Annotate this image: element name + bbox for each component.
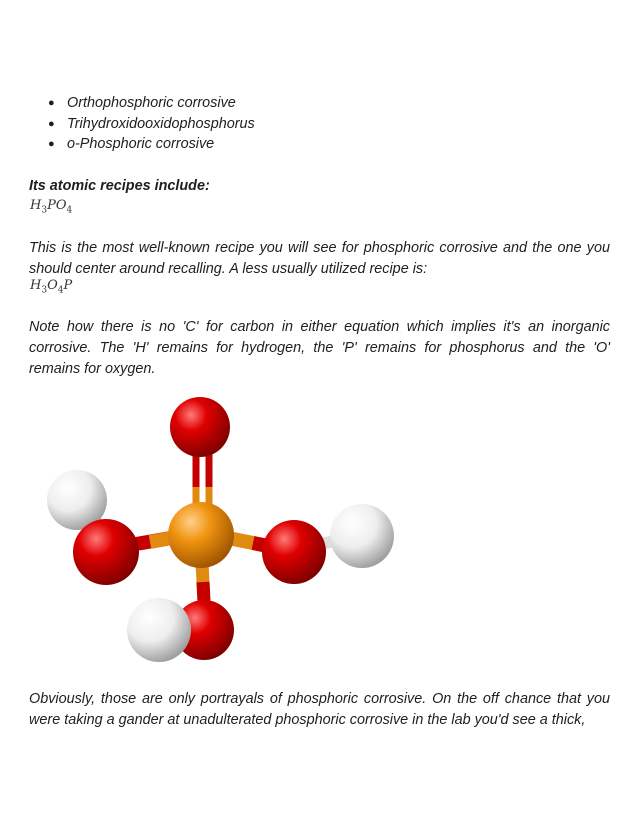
list-item-text: o-Phosphoric corrosive [67, 136, 215, 152]
paragraph-portrayals: Obviously, those are only portrayals of phosphoric corrosive. On the off chance that you were taking a gander at unadulterated phosphoric corrosive in the lab you'd see a thick, [29, 691, 610, 728]
names-list [0, 93, 255, 155]
list-item-text: Trihydroxidooxidophosphorus [67, 115, 255, 132]
formula-h3po4: $H_3PO_4$ [30, 198, 73, 216]
paragraph-inorganic-note: Note how there is no 'C' for carbon in either equation which implies it's an inorganic corrosive. The 'H' remains for hydrogen, the 'P' remains for phosphorus and the 'O' remains for oxygen. [29, 319, 610, 377]
phosphoric-acid-molecule-image [38, 392, 408, 674]
phosphorus-atom [168, 502, 234, 568]
oxygen-atom-right [262, 520, 326, 584]
formula-h3o4p: $H_3O_4P$ [30, 278, 73, 296]
list-item [0, 134, 255, 155]
hydrogen-atom-right [330, 504, 394, 568]
list-item [0, 114, 255, 135]
list-item-text: Orthophosphoric corrosive [67, 95, 236, 111]
oxygen-atom-left [73, 519, 139, 585]
oxygen-atom-top [170, 397, 230, 457]
hydrogen-atom-bottom [127, 598, 191, 662]
paragraph-common-formula: This is the most well-known recipe you will see for phosphoric corrosive and the one you should center around recalling. A less usually utilized recipe is: [29, 240, 610, 277]
bullet-icon: ● [48, 117, 55, 130]
formulas-heading: Its atomic recipes include: [29, 178, 210, 194]
bullet-icon: ● [48, 97, 55, 109]
list-item [0, 93, 255, 114]
bullet-icon: ● [48, 138, 55, 150]
